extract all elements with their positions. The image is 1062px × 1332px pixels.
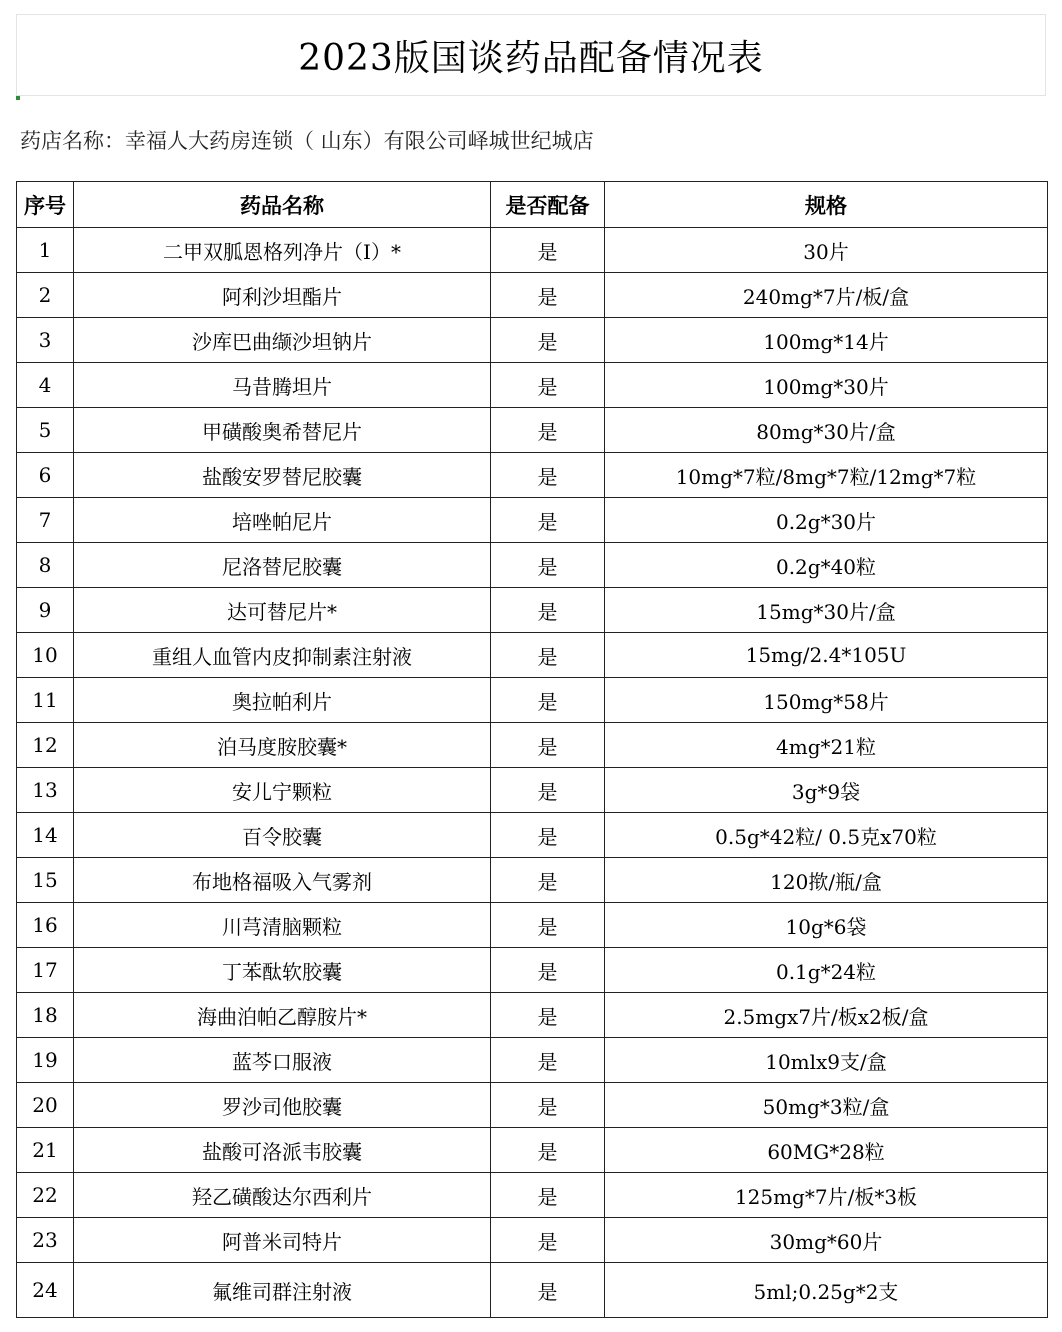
cell-drug-name: 阿普米司特片 xyxy=(74,1218,491,1263)
cell-spec: 0.2g*40粒 xyxy=(605,543,1048,588)
table-row xyxy=(17,858,1048,903)
cell-stocked: 是 xyxy=(491,993,605,1038)
table-row xyxy=(17,1173,1048,1218)
cell-stocked: 是 xyxy=(491,498,605,543)
cell-spec: 10mg*7粒/8mg*7粒/12mg*7粒 xyxy=(605,453,1048,498)
cell-no: 12 xyxy=(17,723,74,768)
cell-spec: 150mg*58片 xyxy=(605,678,1048,723)
cell-no: 19 xyxy=(17,1038,74,1083)
header-spec: 规格 xyxy=(605,182,1048,228)
cell-drug-name: 甲磺酸奥希替尼片 xyxy=(74,408,491,453)
drug-table xyxy=(16,181,1048,1318)
cell-drug-name: 达可替尼片* xyxy=(74,588,491,633)
cell-drug-name: 布地格福吸入气雾剂 xyxy=(74,858,491,903)
cell-no: 17 xyxy=(17,948,74,993)
table-header-row xyxy=(17,182,1048,228)
cell-stocked: 是 xyxy=(491,543,605,588)
cell-stocked: 是 xyxy=(491,1263,605,1318)
cell-stocked: 是 xyxy=(491,813,605,858)
cell-no: 10 xyxy=(17,633,74,678)
title-box xyxy=(16,14,1046,96)
cell-drug-name: 丁苯酞软胶囊 xyxy=(74,948,491,993)
cell-drug-name: 盐酸安罗替尼胶囊 xyxy=(74,453,491,498)
cell-no: 2 xyxy=(17,273,74,318)
cell-stocked: 是 xyxy=(491,1083,605,1128)
cell-spec: 2.5mgx7片/板x2板/盒 xyxy=(605,993,1048,1038)
cell-drug-name: 盐酸可洛派韦胶囊 xyxy=(74,1128,491,1173)
cell-drug-name: 罗沙司他胶囊 xyxy=(74,1083,491,1128)
cell-no: 3 xyxy=(17,318,74,363)
cell-no: 23 xyxy=(17,1218,74,1263)
cell-stocked: 是 xyxy=(491,1128,605,1173)
header-stocked: 是否配备 xyxy=(491,182,605,228)
cell-no: 4 xyxy=(17,363,74,408)
cell-stocked: 是 xyxy=(491,1038,605,1083)
cell-drug-name: 氟维司群注射液 xyxy=(74,1263,491,1318)
cell-no: 21 xyxy=(17,1128,74,1173)
table-row xyxy=(17,228,1048,273)
cell-stocked: 是 xyxy=(491,588,605,633)
cell-stocked: 是 xyxy=(491,363,605,408)
table-row xyxy=(17,633,1048,678)
cell-stocked: 是 xyxy=(491,273,605,318)
store-label: 药店名称： xyxy=(20,129,125,153)
cell-spec: 80mg*30片/盒 xyxy=(605,408,1048,453)
cell-no: 5 xyxy=(17,408,74,453)
cell-no: 8 xyxy=(17,543,74,588)
table-row xyxy=(17,453,1048,498)
cell-spec: 30片 xyxy=(605,228,1048,273)
cell-no: 1 xyxy=(17,228,74,273)
cell-no: 22 xyxy=(17,1173,74,1218)
table-row xyxy=(17,1038,1048,1083)
table-row xyxy=(17,363,1048,408)
cell-drug-name: 川芎清脑颗粒 xyxy=(74,903,491,948)
cell-drug-name: 培唑帕尼片 xyxy=(74,498,491,543)
table-row xyxy=(17,1218,1048,1263)
cell-spec: 125mg*7片/板*3板 xyxy=(605,1173,1048,1218)
cell-spec: 30mg*60片 xyxy=(605,1218,1048,1263)
table-row xyxy=(17,903,1048,948)
cell-drug-name: 二甲双胍恩格列净片（Ⅰ）* xyxy=(74,228,491,273)
table-row xyxy=(17,498,1048,543)
cell-spec: 50mg*3粒/盒 xyxy=(605,1083,1048,1128)
cell-stocked: 是 xyxy=(491,903,605,948)
table-row xyxy=(17,543,1048,588)
cell-stocked: 是 xyxy=(491,678,605,723)
cell-drug-name: 沙库巴曲缬沙坦钠片 xyxy=(74,318,491,363)
cell-spec: 240mg*7片/板/盒 xyxy=(605,273,1048,318)
cell-no: 11 xyxy=(17,678,74,723)
cell-stocked: 是 xyxy=(491,768,605,813)
cell-stocked: 是 xyxy=(491,1218,605,1263)
cell-stocked: 是 xyxy=(491,723,605,768)
cell-spec: 60MG*28粒 xyxy=(605,1128,1048,1173)
cell-drug-name: 海曲泊帕乙醇胺片* xyxy=(74,993,491,1038)
cell-drug-name: 马昔腾坦片 xyxy=(74,363,491,408)
table-row xyxy=(17,408,1048,453)
cell-no: 9 xyxy=(17,588,74,633)
cell-no: 7 xyxy=(17,498,74,543)
cell-drug-name: 奥拉帕利片 xyxy=(74,678,491,723)
cell-spec: 100mg*14片 xyxy=(605,318,1048,363)
cell-no: 16 xyxy=(17,903,74,948)
table-row xyxy=(17,273,1048,318)
cell-spec: 0.2g*30片 xyxy=(605,498,1048,543)
cell-no: 14 xyxy=(17,813,74,858)
table-row xyxy=(17,813,1048,858)
header-no: 序号 xyxy=(17,182,74,228)
cell-spec: 15mg*30片/盒 xyxy=(605,588,1048,633)
table-row xyxy=(17,318,1048,363)
cell-drug-name: 蓝芩口服液 xyxy=(74,1038,491,1083)
table-row xyxy=(17,588,1048,633)
page-title: 2023版国谈药品配备情况表 xyxy=(298,37,764,79)
cell-spec: 10mlx9支/盒 xyxy=(605,1038,1048,1083)
cell-spec: 10g*6袋 xyxy=(605,903,1048,948)
cell-stocked: 是 xyxy=(491,408,605,453)
cell-spec: 0.1g*24粒 xyxy=(605,948,1048,993)
cell-drug-name: 百令胶囊 xyxy=(74,813,491,858)
cell-stocked: 是 xyxy=(491,858,605,903)
cell-spec: 15mg/2.4*105U xyxy=(605,633,1048,678)
cell-stocked: 是 xyxy=(491,453,605,498)
cell-drug-name: 泊马度胺胶囊* xyxy=(74,723,491,768)
header-drug-name: 药品名称 xyxy=(74,182,491,228)
store-name: 幸福人大药房连锁（ 山东）有限公司峄城世纪城店 xyxy=(125,129,594,153)
table-row xyxy=(17,993,1048,1038)
cell-drug-name: 尼洛替尼胶囊 xyxy=(74,543,491,588)
cell-no: 24 xyxy=(17,1263,74,1318)
cell-drug-name: 羟乙磺酸达尔西利片 xyxy=(74,1173,491,1218)
table-row xyxy=(17,723,1048,768)
cell-spec: 0.5g*42粒/ 0.5克x70粒 xyxy=(605,813,1048,858)
table-row xyxy=(17,1083,1048,1128)
cell-corner-marker xyxy=(16,96,20,100)
store-info xyxy=(20,126,594,156)
cell-spec: 100mg*30片 xyxy=(605,363,1048,408)
cell-no: 6 xyxy=(17,453,74,498)
cell-spec: 4mg*21粒 xyxy=(605,723,1048,768)
cell-drug-name: 重组人血管内皮抑制素注射液 xyxy=(74,633,491,678)
cell-no: 18 xyxy=(17,993,74,1038)
cell-drug-name: 阿利沙坦酯片 xyxy=(74,273,491,318)
cell-stocked: 是 xyxy=(491,1173,605,1218)
table-row xyxy=(17,1263,1048,1318)
table-row xyxy=(17,678,1048,723)
cell-stocked: 是 xyxy=(491,228,605,273)
cell-no: 20 xyxy=(17,1083,74,1128)
cell-spec: 5ml;0.25g*2支 xyxy=(605,1263,1048,1318)
cell-stocked: 是 xyxy=(491,948,605,993)
cell-drug-name: 安儿宁颗粒 xyxy=(74,768,491,813)
table-row xyxy=(17,1128,1048,1173)
cell-no: 15 xyxy=(17,858,74,903)
cell-stocked: 是 xyxy=(491,318,605,363)
table-row xyxy=(17,948,1048,993)
cell-no: 13 xyxy=(17,768,74,813)
table-row xyxy=(17,768,1048,813)
cell-stocked: 是 xyxy=(491,633,605,678)
cell-spec: 120揿/瓶/盒 xyxy=(605,858,1048,903)
cell-spec: 3g*9袋 xyxy=(605,768,1048,813)
